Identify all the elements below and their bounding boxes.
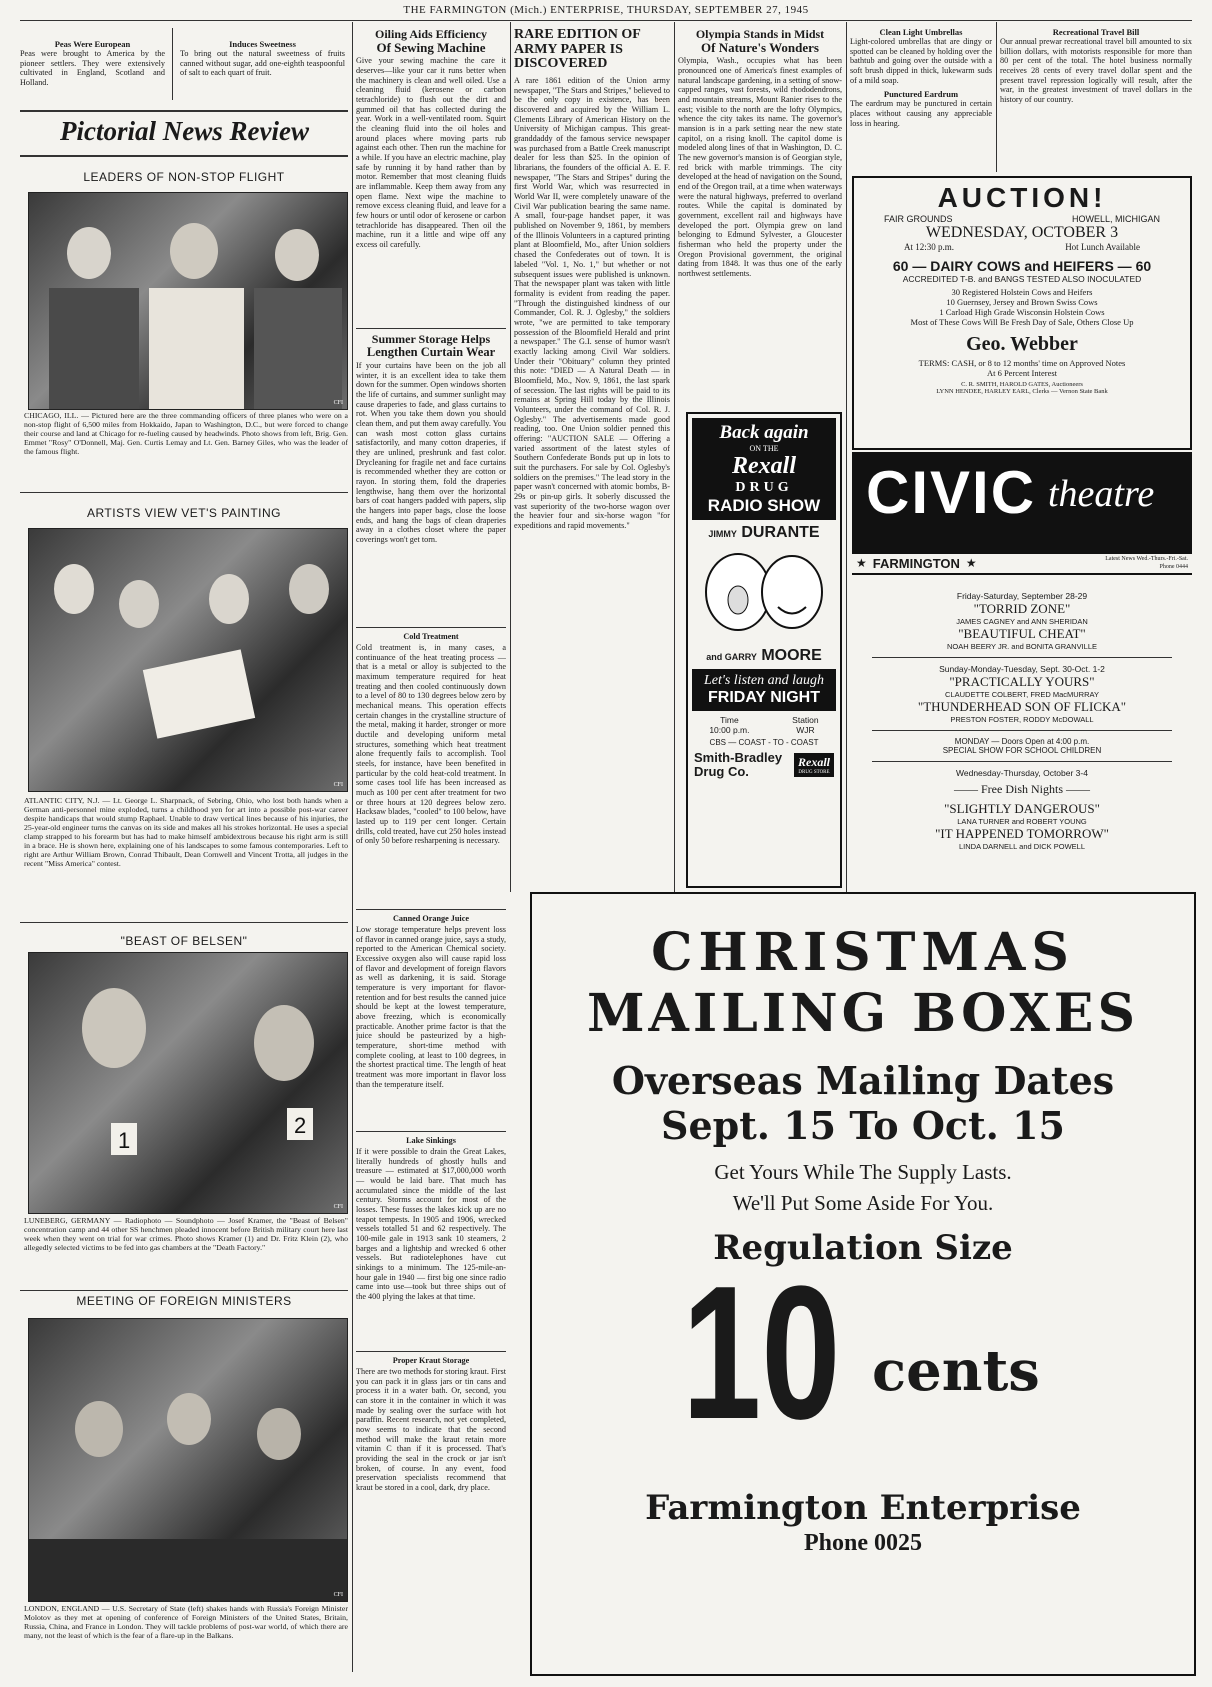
column-rule	[846, 22, 847, 892]
rexall-night-banner	[692, 669, 836, 711]
star-two-last: MOORE	[761, 647, 822, 664]
program-title: "SLIGHTLY DANGEROUS"	[944, 801, 1100, 816]
auction-ad	[852, 176, 1192, 450]
auction-time-row	[854, 242, 1190, 252]
christmas-regulation: Regulation Size	[713, 1228, 1013, 1268]
ministers-photo-art	[29, 1319, 347, 1601]
orange-body: Low storage temperature helps prevent loss of flavor in canned orange juice, says a study, reported to the American Chemical society. Excessive oxygen also will cause rapid loss of flavor and development of foreign flavors as well as darkening, it is said. Storage temperature is very important for flavor-retention and for best results the canned juice should be kept at the lowest temperature, above freezing, which is economically practicable. Another prime factor is that the juice should be pasteurized by a high-temperature, short-time method with complete cooling, at least to 100 degrees, in the shortest practical time. The length of heat treatment was more important in flavor loss than the temperature itself.	[356, 924, 506, 1089]
civic-monday: MONDAY — Doors Open at 4:00 p.m.	[954, 737, 1090, 746]
auction-line: 10 Guernsey, Jersey and Brown Swiss Cows	[946, 297, 1098, 307]
auction-line: 30 Registered Holstein Cows and Heifers	[951, 287, 1093, 297]
defendant-face	[82, 988, 146, 1068]
civic-theatre-ad	[852, 452, 1192, 888]
auction-line: Most of These Cows Will Be Fresh Day of Sale, Others Close Up	[910, 317, 1134, 327]
rexall-logo-sub: DRUG STORE	[798, 770, 830, 776]
column-rule	[172, 28, 173, 100]
auction-terms: TERMS: CASH, or 8 to 12 months' time on Approved Notes	[918, 358, 1126, 368]
column-rule	[996, 22, 997, 172]
auction-time: At 12:30 p.m.	[904, 242, 955, 252]
star-two-first: and GARRY	[706, 652, 757, 662]
civic-banner	[852, 452, 1192, 554]
rare-edition-title: RARE EDITION OF ARMY PAPER IS DISCOVERED	[514, 27, 641, 72]
auction-clerks: LYNN HENDEE, HARLEY EARL, Clerks — Vernon State Bank	[936, 388, 1108, 395]
christmas-aside: We'll Put Some Aside For You.	[732, 1191, 994, 1215]
program-title: "PRACTICALLY YOURS"	[949, 674, 1095, 689]
painting-photo-art	[29, 529, 347, 791]
program-title: "IT HAPPENED TOMORROW"	[935, 826, 1109, 841]
price-cents: cents	[872, 1338, 1040, 1404]
star-one-last: DURANTE	[741, 524, 820, 541]
storage-kicker: Summer Storage Helps	[371, 332, 491, 347]
program-cast: JAMES CAGNEY and ANN SHERIDAN	[956, 617, 1088, 626]
cold-body: Cold treatment is, in many cases, a continuance of the heat treating process — that is a metal or alloy is subjected to the maximum temperature required for heat treating and then cooled continuously down to a level of 80 to 130 degrees below zero by mechanical means. This operation effects certain changes in the crystalline structure of the metal, making it harder, stronger or more ductile and developing uniform metal structures, something which heat treatment alone frequently fails to accomplish. Tool steels, for instance, have been benefited in particular by the cold heat-cold treatment. In some cases tool life has been increased as much as 100 per cent after treatment for two or three hours at 120 degrees below zero. Hacksaw blades, "cooled" to 100 below, have lasted up to 119 per cent longer. Certain drills, cold treated, have cut 250 holes instead of only 50 before resharpening is necessary.	[356, 642, 506, 846]
oiling-body: Give your sewing machine the care it deserves—like your car it runs better when the machinery is clean and well oiled. Use a cleaning fluid (kerosene or carbon tetrachloride) to flush out the dirt and gummed oil that has collected during the year. Work in a well-ventilated room. Squirt the cleaning fluid into the oil holes and around places where moving parts rub against each other. Then run the machine for a while. If you have an electric machine, play safe by running it by hand rather than by motor. Remember that most cleaning fluids are inflammable. Keep them away from any open flame. Next wipe the machine to remove excess cleaning fluid, and leave for a few hours or until odor of kerosene or carbon tetrachloride has disappeared. Then oil the machine, run it a little and wipe off any excess oil carefully.	[356, 56, 506, 249]
network: CBS — COAST - TO - COAST	[709, 738, 819, 747]
section-rule	[20, 155, 348, 157]
peas-article	[20, 40, 165, 88]
auction-location-left: FAIR GROUNDS	[884, 214, 953, 224]
column-4	[514, 28, 670, 884]
station-value: WJR	[796, 725, 815, 735]
auction-location	[854, 214, 1190, 224]
rexall-schedule	[688, 715, 840, 735]
storage-body: If your curtains have been on the job all winter, it is an excellent idea to take them down for the summer. Open windows shorten the life of curtains, and summer sunlight may cause draperies to fade, and glass curtains to rot. When you take them down you should clean them, and put them away carefully. You can wash most cotton glass curtains satisfactorily, and many cotton draperies, if they are unlined, preshrunk and fast color. Drycleaning for fragile net and face curtains is recommended whether they are cotton or rayon. In storing them, fold the draperies lengthwise, hang them over the horizontal bars of coat hangers padded with papers, slip the hangers into paper bags, close the loose ends, and hang the bags of clean draperies away in a clothes closet where the paper coverings won't get torn.	[356, 360, 506, 545]
kraut-body: There are two methods for storing kraut. First you can pack it in glass jars or tin cans and process it in a water bath. Or, second, you can store it in the container in which it was made by sealing over the surface with hot paraffin. Recent research, not yet completed, now seems to indicate that the second method will make the kraut retain more vitamin C than if it is processed. That's providing the seal in the crock or jar isn't broken, of course. In any event, food preservation specialists recommend that kraut be stored in a cool, dark, dry place.	[356, 1366, 506, 1493]
officer-face	[67, 227, 111, 279]
belsen-heading: "BEAST OF BELSEN"	[120, 934, 248, 948]
oiling-kicker: Oiling Aids Efficiency	[374, 27, 487, 41]
price-number: 10	[682, 1247, 841, 1459]
civic-phone: Phone 0444	[1159, 563, 1188, 570]
section-rule	[20, 492, 348, 493]
artist-face	[289, 564, 329, 614]
store-name: Smith-Bradley	[694, 750, 783, 765]
flight-photo-art	[29, 193, 347, 409]
ministers-caption: LONDON, ENGLAND — U.S. Secretary of State (left) shakes hands with Russia's Foreign Minister Molotov as they met at opening of conference of Foreign Ministers of the United States, Britain, Russia, China, and France in London. They will tackle problems of post-war world, of which there are many, not the least of which is the fear of a flare-up in the Balkans.	[24, 1604, 348, 1641]
column-rule	[674, 22, 675, 892]
artist-face	[54, 564, 94, 614]
section-rule	[20, 110, 348, 112]
civic-special: SPECIAL SHOW FOR SCHOOL CHILDREN	[942, 746, 1102, 755]
rexall-friday-night: FRIDAY NIGHT	[707, 689, 820, 706]
sweetness-article	[180, 40, 345, 78]
officer-body	[254, 288, 342, 409]
artist-face	[209, 574, 249, 624]
program-cast: CLAUDETTE COLBERT, FRED MacMURRAY	[945, 690, 1099, 699]
time-value: 10:00 p.m.	[709, 725, 750, 735]
number-one: 1	[118, 1128, 131, 1153]
auction-seller: Geo. Webber	[966, 333, 1078, 355]
program-days: Wednesday-Thursday, October 3-4	[956, 768, 1088, 778]
minister-face	[167, 1393, 211, 1445]
lake-title: Lake Sinkings	[406, 1135, 456, 1145]
belsen-photo	[28, 952, 348, 1214]
kraut-title: Proper Kraut Storage	[392, 1355, 470, 1365]
travel-body: Our annual prewar recreational travel bill amounted to six billion dollars, with motorists responsible for more than 80 per cent of the total. The hotel business normally receives 28 cents of every travel dollar spent and the present travel repression logically will result, after the war, in the greatest investment of travel dollars in the history of our country.	[1000, 36, 1192, 104]
number-two: 2	[294, 1113, 307, 1138]
belsen-caption: LUNEBERG, GERMANY — Radiophoto — Soundphoto — Josef Kramer, the "Beast of Belsen" concentration camp and 44 other SS henchmen pleaded innocent before British military court here last week when they went on trial for war crimes. Photo shows Kramer (1) and Dr. Fritz Klein (2), who allegedly selected victims to be fed into gas chambers at the "Death Factory."	[24, 1216, 348, 1253]
travel-article	[1000, 28, 1192, 105]
painting-caption: ATLANTIC CITY, N.J. — Lt. George L. Sharpnack, of Sebring, Ohio, who lost both hands when a German anti-personnel mine exploded, turns a childhood yen for art into a possible post-war career despite handicaps that would stump Raphael. Unable to draw vertical lines because of his injuries, the 25-year-old engineer turns the canvas on its side and makes all his strokes horizontal. He uses a special clamp strapped to his forearm but has had to make himself ambidextrous because his right arm is still in a brace. He is shown here, explaining one of his landscapes to some famous contemporaries. Left to right are Arthur William Brown, Conrad Thibault, Dean Cornwell and Vincent Trotta, all judges in the recent "Miss America" contest.	[24, 796, 348, 869]
umbrellas-title: Clean Light Umbrellas	[879, 27, 963, 37]
officer-face	[275, 229, 319, 281]
christmas-line-2: MAILING BOXES	[587, 983, 1139, 1044]
civic-news: Latest News Wed.-Thurs.-Fri.-Sat.	[1105, 556, 1188, 563]
rexall-drug: DRUG	[735, 480, 793, 495]
program-title: "THUNDERHEAD SON OF FLICKA"	[917, 699, 1127, 714]
program-days: Sunday-Monday-Tuesday, Sept. 30-Oct. 1-2	[939, 664, 1105, 674]
section-rule	[20, 922, 348, 923]
flight-photo	[28, 192, 348, 410]
dish-label: Free Dish Nights	[981, 782, 1063, 796]
minister-face	[257, 1408, 301, 1460]
auction-auctioneers: C. R. SMITH, HAROLD GATES, Auctioneers	[961, 381, 1083, 388]
star-icon: ★	[965, 556, 977, 570]
artist-face	[119, 580, 159, 628]
officer-face	[170, 223, 218, 279]
sweetness-title: Induces Sweetness	[229, 39, 296, 49]
auction-headline: 60 — DAIRY COWS and HEIFERS — 60	[892, 258, 1152, 274]
civic-program-2	[852, 664, 1192, 724]
ministers-heading: MEETING OF FOREIGN MINISTERS	[76, 1294, 292, 1308]
cold-title: Cold Treatment	[403, 631, 459, 641]
civic-town: FARMINGTON	[872, 556, 960, 571]
program-cast: LANA TURNER and ROBERT YOUNG	[957, 817, 1087, 826]
orange-title: Canned Orange Juice	[393, 913, 469, 923]
civic-program-3	[852, 768, 1192, 851]
lake-body: If it were possible to drain the Great Lakes, literally hundreds of ghostly hulls and treasure — estimated at $17,000,000 worth — would be laid bare. That much has accumulated since the middle of the last century. Storms account for most of the losses. These fusses the lakes kick up are no teapot tempests. In 1905 and 1906, wrecked vessels totalled 51 and 62 respectively. The 100-mile gale in 1913 sank 10 steamers, 2 barges and a lightship and wrecked 6 other vessels. But radiotelephones have cut sinkings to a minimum. The 125-mile-an-hour gale in 1940 — first big one since radio came into use—took but three ships out of the 400 plying the lakes at that time.	[356, 1146, 506, 1302]
rexall-stars	[688, 524, 840, 542]
column-5	[678, 28, 842, 424]
olympia-kicker: Olympia Stands in Midst	[695, 27, 825, 41]
conference-table	[29, 1539, 347, 1601]
christmas-line-1: CHRISTMAS	[651, 922, 1075, 983]
rexall-store	[688, 747, 840, 784]
eardrum-body: The eardrum may be punctured in certain places without causing any appreciable loss in hearing.	[850, 99, 992, 128]
peas-body: Peas were brought to America by the pioneer settlers. They were extensively cultivated in England, Scotland and Holland.	[20, 48, 165, 87]
umbrellas-article	[850, 28, 992, 128]
travel-title: Recreational Travel Bill	[1052, 27, 1140, 37]
auction-accredited: ACCREDITED T-B. and BANGS TESTED ALSO INOCULATED	[902, 274, 1142, 284]
christmas-supply: Get Yours While The Supply Lasts.	[714, 1160, 1012, 1184]
photo-credit: CFI	[333, 400, 343, 406]
christmas-paper: Farmington Enterprise	[645, 1488, 1081, 1528]
photo-credit: CFI	[333, 1592, 343, 1598]
olympia-title: Of Nature's Wonders	[701, 39, 819, 55]
star-icon: ★	[856, 556, 867, 570]
section-rule	[20, 1290, 348, 1291]
oiling-title: Of Sewing Machine	[376, 39, 486, 55]
olympia-body: Olympia, Wash., occupies what has been pronounced one of America's finest examples of natural landscape gardening, in a setting of snow-capped ranges, vast forests, wild rhododendrons, and mountain streams, Mount Ranier rises to the east; visible to the north are the lofty Olympics, whence the city takes its name. The governor's mansion is in a park setting near the new state capitol, on a rising knoll. The capitol dome is modeled along lines of that in Washington, D. C. The new governor's mansion is of Georgian style, red brick with marble trimmings. The city developed at the head of navigation on the Sound, end of the Oregon trail, at a time when waterways were the natural highways, preferred to overland routes. While the capital is dominated by government, excellent rail and highways have developed the port. Olympia grew on land belonging to Edmund Sylvester, a Gloucester fisherman who held the property under the Oregon Provisional government, the original dating from 1848. It was thus one of the early northwest settlements.	[678, 56, 842, 279]
flight-caption: CHICAGO, ILL. — Pictured here are the three commanding officers of three planes who were on a non-stop flight of 6,500 miles from Hokkaido, Japan to Washington, D.C., but were forced to change their course and land at Chicago for re-fueling caused by headwinds. Photo shows from left, Brig. Gen. Emmet "Rosy" O'Donnell, Maj. Gen. Curtis Lemay and Lt. Gen. Barney Giles, who was the leader of the famous flight.	[24, 411, 348, 457]
rexall-brand: Rexall	[732, 453, 796, 479]
rexall-logo-text: Rexall	[798, 755, 830, 770]
rare-edition-body: A rare 1861 edition of the Union army newspaper, "The Stars and Stripes," believed to be the only copy in existence, has been discovered and acquired by the William L. Clements Library of American History on the University of Michigan campus. This great-granddaddy of the famous service newspaper was purchased from a Battle Creek manuscript dealer for less than $25. In the opinion of librarians, the founders of the official A. E. F. newspaper, "The Stars and Stripes" during the first World War, which was resurrected in World War II, were completely unaware of the Civil War publication bearing the same name. A small, four-page handset paper, it was published on November 9, 1861, by members of the Illinois Volunteers in a captured printing plant at Bloomfield, Mo., after Union soldiers chased the Confederates out of town. It is labeled "Vol. 1, No. 1," but whether or not subsequent issues were published is unknown. That the newspaper plant was taken with little formality is evident from reading the paper. "Through the distinguished kindness of our Commander, Col. R. J. Oglesby," the soldiers wrote, "we are permitted to take temporary possession of the Bloomfield Herald and print a newspaper." The G.I. sense of humor wasn't exactly lacking among Civil War soldiers. Under their "Obituary" column they printed this note: "DIED — A Natural Death — in Bloomfield, Mo., Nov. 9, 1861, the last spark of secession. The last rights will be paid to its remains at Spring Hill today by the Illinois Volunteers, under the command of Col. R. J. Oglesby." The advertisements made good reading, too. One Union soldier penned this offering: "AUCTION SALE — Offering a varied assortment of the latest styles of Southern Confederate Bonds put up in lots to suit the purchasers. For sale by Col. Oglesby's soldiers on the premises." The lead story in the paper wasn't concerned with atomic bombs, B-29s or pin-up girls. It soberly discussed the vast superiority of the two-horse wagon over the heavier four and six-horse wagon "for expeditions and rapid movements."	[514, 76, 670, 530]
storage-title: Lengthen Curtain Wear	[366, 344, 496, 359]
star-one-first: JIMMY	[708, 529, 737, 539]
rexall-ad	[686, 412, 842, 888]
pictorial-title: Pictorial News Review	[60, 116, 309, 146]
auction-title: AUCTION!	[937, 182, 1107, 213]
rexall-costar	[688, 647, 840, 665]
durante-nose	[728, 586, 748, 614]
rexall-slogan: Let's listen and laugh	[703, 673, 825, 688]
civic-program-1	[852, 575, 1192, 651]
auction-location-right: HOWELL, MICHIGAN	[1071, 214, 1160, 224]
program-cast: NOAH BEERY JR. and BONITA GRANVILLE	[946, 642, 1098, 651]
auction-line: 1 Carload High Grade Wisconsin Holstein Cows	[939, 307, 1105, 317]
minister-face	[75, 1401, 123, 1457]
rexall-logo	[794, 753, 834, 777]
time-label: Time	[720, 715, 739, 725]
column-3	[356, 28, 506, 1547]
rexall-on-the: ON THE	[749, 444, 779, 453]
program-cast: LINDA DARNELL and DICK POWELL	[958, 842, 1086, 851]
painting-heading: ARTISTS VIEW VET'S PAINTING	[86, 506, 282, 520]
peas-title: Peas Were European	[54, 39, 131, 49]
photo-credit: CFI	[333, 1204, 343, 1210]
rexall-banner	[692, 418, 836, 520]
christmas-phone: Phone 0025	[803, 1530, 922, 1556]
civic-subheader	[852, 554, 1192, 575]
station-label: Station	[792, 715, 819, 725]
masthead-rule	[20, 20, 1192, 21]
rexall-back-again: Back again	[719, 422, 809, 443]
rexall-radio-show: RADIO SHOW	[707, 496, 821, 515]
program-days: Friday-Saturday, September 28-29	[956, 591, 1088, 601]
photo-credit: CFI	[333, 782, 343, 788]
store-name-2: Drug Co.	[694, 764, 749, 780]
flight-heading: LEADERS OF NON-STOP FLIGHT	[83, 170, 285, 184]
officer-body	[49, 288, 139, 409]
christmas-mailing-dates: Overseas Mailing Dates	[611, 1058, 1115, 1103]
belsen-photo-art	[29, 953, 347, 1213]
officer-body	[149, 288, 244, 409]
civic-name: CIVIC	[866, 459, 1037, 526]
umbrellas-body: Light-colored umbrellas that are dingy or spotted can be cleaned by holding over the bathtub and going over the outside with a soft brush dipped in thick, lukewarm suds of a mild soap.	[850, 36, 992, 85]
auction-lunch: Hot Lunch Available	[1065, 242, 1140, 252]
auction-interest: At 6 Percent Interest	[986, 368, 1058, 378]
auction-date: WEDNESDAY, OCTOBER 3	[925, 224, 1119, 241]
program-cast: PRESTON FOSTER, RODDY McDOWALL	[950, 715, 1094, 724]
column-rule	[352, 22, 353, 1672]
canvas-painting	[143, 649, 255, 738]
eardrum-title: Punctured Eardrum	[883, 89, 959, 100]
program-title: "BEAUTIFUL CHEAT"	[958, 626, 1086, 641]
column-rule	[510, 22, 511, 892]
christmas-ad	[530, 892, 1196, 1676]
masthead: THE FARMINGTON (Mich.) ENTERPRISE, THURSDAY, SEPTEMBER 27, 1945	[403, 4, 809, 16]
civic-theatre-word: theatre	[1048, 473, 1155, 515]
ministers-photo	[28, 1318, 348, 1602]
free-dish-nights: —— Free Dish Nights ——	[954, 782, 1090, 796]
moore-caricature	[762, 556, 822, 628]
defendant-face	[254, 1005, 314, 1081]
comedians-illustration	[688, 542, 836, 642]
painting-photo	[28, 528, 348, 792]
sweetness-body: To bring out the natural sweetness of fruits canned without sugar, add one-eighth teaspoonful of salt to each quart of fruit.	[180, 48, 345, 78]
program-title: "TORRID ZONE"	[973, 601, 1071, 616]
christmas-date-range: Sept. 15 To Oct. 15	[661, 1103, 1065, 1148]
